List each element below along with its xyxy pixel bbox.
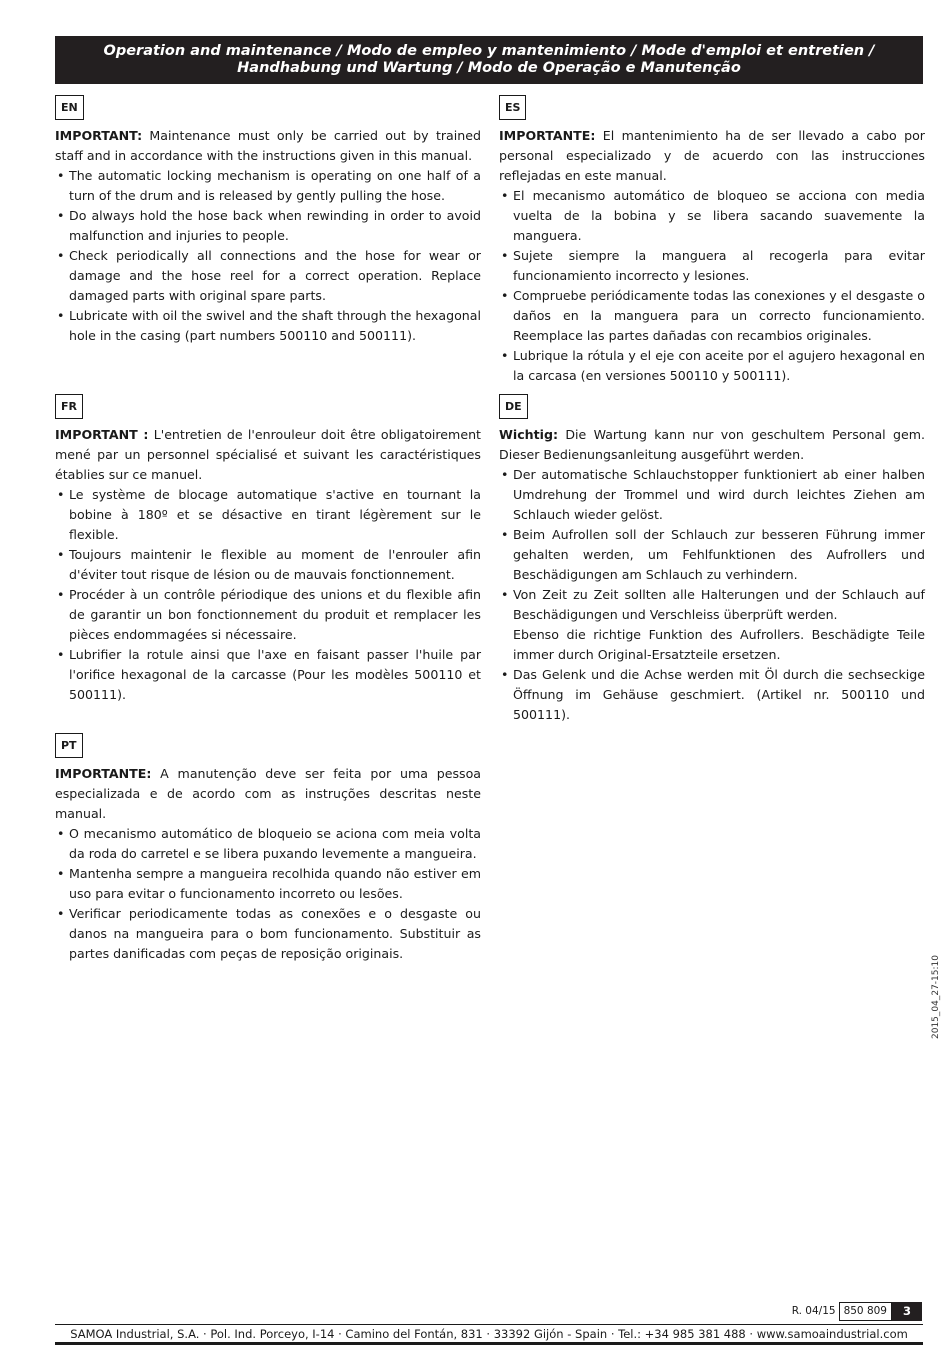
document-code: 850 809 [839,1302,892,1321]
language-code-es: ES [499,95,526,120]
page-header [55,36,923,84]
list-item: • Toujours maintenir le flexible au moment de l'enrouler afin d'éviter tout risque de lésion ou de mauvais fonctionnement. [55,545,481,585]
instruction-list [55,485,481,705]
list-item: • Do always hold the hose back when rewinding in order to avoid malfunction and injuries to people. [55,206,481,246]
list-item: • Le système de blocage automatique s'active en tournant la bobine à 180º et se désactive en tirant légèrement sur le flexible. [55,485,481,545]
list-item: • Sujete siempre la manguera al recogerla para evitar funcionamiento incorrecto y lesiones. [499,246,925,286]
language-code-fr: FR [55,394,83,419]
section-fr [55,394,481,705]
important-label: IMPORTANTE: [499,128,596,143]
revision-block [792,1302,922,1321]
list-item: • El mecanismo automático de bloqueo se acciona con media vuelta de la bobina y se libera sacando suavemente la manguera. [499,186,925,246]
list-item: • Verificar periodicamente todas as conexões e o desgaste ou danos na mangueira para o bom funcionamento. Substituir as partes danificadas com peças de reposição originais. [55,904,481,964]
instruction-list [499,186,925,386]
header-title-line2: Handhabung und Wartung / Modo de Operação e Manutenção [237,60,741,76]
important-label: IMPORTANT : [55,427,149,442]
list-note: Ebenso die richtige Funktion des Aufrollers. Beschädigte Teile immer durch Original-Ersatzteile ersetzen. [513,627,925,662]
list-item: • Compruebe periódicamente todas las conexiones y el desgaste o daños en la manguera para un correcto funcionamiento. Reemplace las partes dañadas con recambios originales. [499,286,925,346]
list-item: • Mantenha sempre a mangueira recolhida quando não estiver em uso para evitar o funcionamento incorreto ou lesões. [55,864,481,904]
instruction-list [499,665,925,725]
section-pt [55,733,481,964]
section-de [499,394,925,725]
header-title-line1: Operation and maintenance / Modo de empleo y mantenimiento / Mode d'emploi et entretien / [103,43,875,59]
important-label: IMPORTANTE: [55,766,152,781]
important-intro [55,764,481,824]
instruction-list [55,824,481,964]
important-label: Wichtig: [499,427,559,442]
important-label: IMPORTANT: [55,128,143,143]
list-item: • Check periodically all connections and the hose for wear or damage and the hose reel for a correct operation. Replace damaged parts with original spare parts. [55,246,481,306]
language-code-de: DE [499,394,528,419]
list-item: • Lubricate with oil the swivel and the shaft through the hexagonal hole in the casing (part numbers 500110 and 500111). [55,306,481,346]
intro-text: L'entretien de l'enrouleur doit être obligatoirement mené par un personnel spécialisé et suivant les caractéristiques établies sur ce manuel. [55,427,481,482]
important-intro [499,425,925,465]
list-item: • O mecanismo automático de bloqueio se aciona com meia volta da roda do carretel e se libera puxando levemente a mangueira. [55,824,481,864]
list-item: • Lubrifier la rotule ainsi que l'axe en faisant passer l'huile par l'orifice hexagonal de la carcasse (Pour les modèles 500110 et 500111). [55,645,481,705]
list-item: • Lubrique la rótula y el eje con aceite por el agujero hexagonal en la carcasa (en versiones 500110 y 500111). [499,346,925,386]
intro-text: Die Wartung kann nur von geschultem Personal gem. Dieser Bedienungsanleitung ausgeführt werden. [499,427,925,462]
list-item: • Beim Aufrollen soll der Schlauch zur besseren Führung immer gehalten werden, um Fehlfunktionen des Aufrollers und Beschädigungen am Schlauch zu verhindern. [499,525,925,585]
list-item: • Der automatische Schlauchstopper funktioniert ab einer halben Umdrehung der Trommel und wird durch leichtes Ziehen am Schlauch wieder gelöst. [499,465,925,525]
intro-text: Maintenance must only be carried out by trained staff and in accordance with the instructions given in this manual. [55,128,481,163]
intro-text: A manutenção deve ser feita por uma pessoa especializada e de acordo com as instruções descritas neste manual. [55,766,481,821]
company-footer: SAMOA Industrial, S.A. · Pol. Ind. Porceyo, I-14 · Camino del Fontán, 831 · 33392 Gijón - Spain · Tel.: +34 985 381 488 · www.samoaindustrial.com [55,1324,923,1345]
intro-text: El mantenimiento ha de ser llevado a cabo por personal especializado y de acuerdo con las instrucciones reflejadas en este manual. [499,128,925,183]
page-number: 3 [892,1302,922,1321]
list-item: • Procéder à un contrôle périodique des unions et du flexible afin de garantir un bon fonctionnement du produit et remplacer les pièces endommagées si nécessaire. [55,585,481,645]
section-es [499,95,925,386]
language-code-pt: PT [55,733,83,758]
important-intro [499,126,925,186]
instruction-list [499,465,925,625]
list-item: • Das Gelenk und die Achse werden mit Öl durch die sechseckige Öffnung im Gehäuse geschmiert. (Artikel nr. 500110 und 500111). [499,665,925,725]
list-item: • The automatic locking mechanism is operating on one half of a turn of the drum and is released by gently pulling the hose. [55,166,481,206]
language-code-en: EN [55,95,84,120]
revision-text: R. 04/15 [791,1305,836,1317]
section-en [55,95,481,346]
instruction-list [55,166,481,346]
important-intro [55,425,481,485]
list-item: • Von Zeit zu Zeit sollten alle Halterungen und der Schlauch auf Beschädigungen und Verschleiss überprüft werden. [499,585,925,625]
important-intro [55,126,481,166]
date-stamp: 2015_04_27-15:10 [931,955,941,1039]
